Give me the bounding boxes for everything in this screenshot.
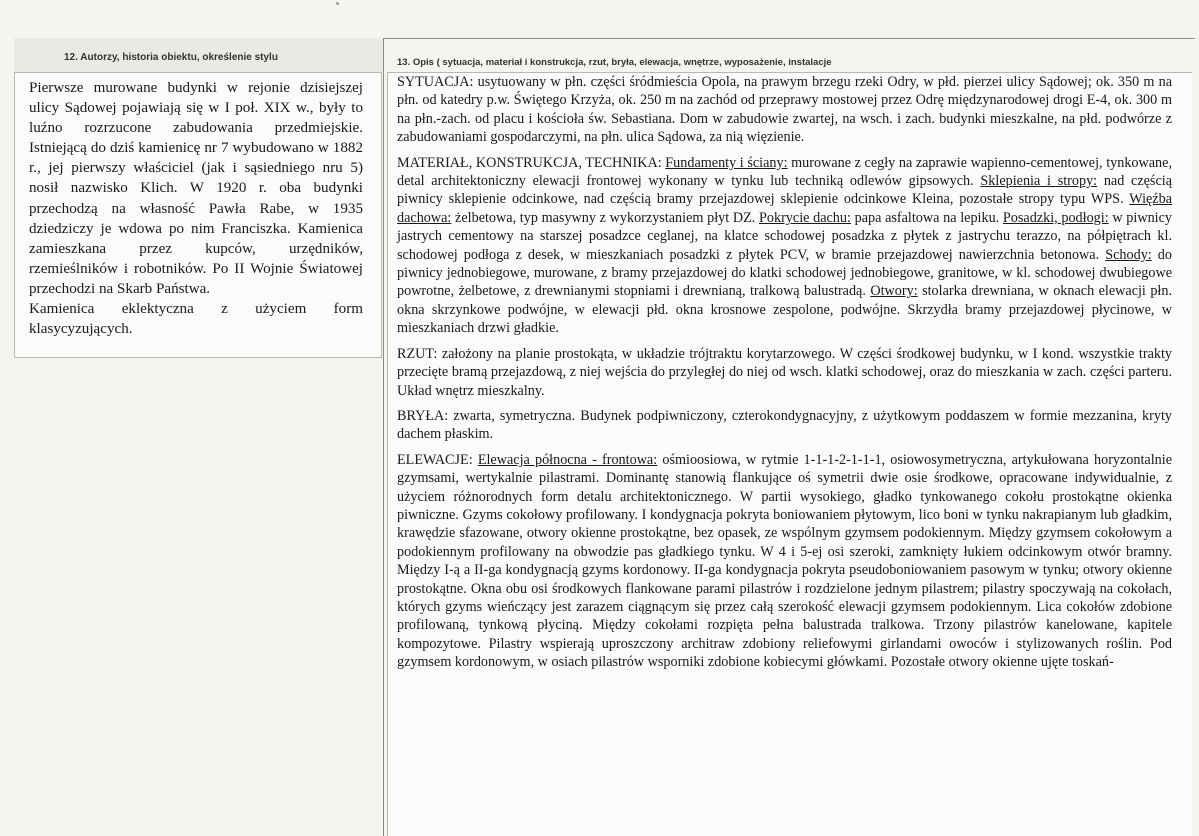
style-paragraph: Kamienica eklektyczna z użyciem form klasycyzujących. (29, 301, 363, 338)
otwory-label: Otwory: (870, 283, 918, 300)
pokrycie-label: Pokrycie dachu: (759, 209, 851, 226)
description-text (397, 73, 1172, 679)
schody-label: Schody: (1105, 246, 1152, 263)
posadzki-label: Posadzki, podłogi: (1002, 209, 1109, 226)
elewacje-paragraph (397, 451, 1172, 672)
history-text (29, 78, 363, 339)
elewacje-text: ośmioosiowa, w rytmie 1-1-1-2-1-1-1, osiowosymetryczna, artykułowana horyzontalnie gzymsami, wertykalnie pilastrami. Dominantę stanowią flankujące oś symetrii dwie osie środkowe, opracowane indywidualnie, z użyciem różnorodnych form detalu architektonicznego. W partii wysokiego, gładko tynkowanego cokołu prostokątne okienka piwniczne. Gzyms cokołowy profilowany. I kondygnacja pokryta boniowaniem płytowym, lico boni w tynku nakrapianym lub gładkim, krawędzie sfazowane, otwory okienne prostokątne, bez opasek, ze wspólnym gzymsem podokiennym. Między gzymsem cokołowym a podokiennym profilowany na obwodzie pas gładkiego tynku. W 4 i 5-ej osi szeroki, zamknięty łukiem odcinkowym otwór bramny. Między I-ą a II-ga kondygnacją gzyms kordonowy. II-ga kondygnacja pokryta pseudoboniowaniem pasowym w tynku; otwory okienne prostokątne. Okna obu osi środkowych flankowane parami pilastrów i rozdzielone jednym pilastrem; pilastry spoczywają na cokołach, których gzyms wieńczący jest zarazem ciągnącym się przez całą szerokość elewacji gzymsem podokiennym. Lica cokołów zdobione profilowaną, tynkową płyciną. Między cokołami rozpięta pełna balustrada tralkowa. Trzony pilastrów kanelowane, kapitele kompozytowe. Pilastry wspierają uproszczony architraw zdobiony reliefowymi girlandami owoców i stylizowanych roślin. Pod gzymsem kordonowym, w osiach pilastrów wsporniki zdobione kobiecymi główkami. Pozostałe otwory okienne ujęte toskań- (397, 451, 1173, 671)
fundamenty-label: Fundamenty i ściany: (665, 154, 788, 171)
rzut-paragraph: RZUT: założony na planie prostokąta, w układzie trójtraktu korytarzowego. W części środkowej budynku, w I kond. wszystkie trakty przecięte bramą przejazdową, z niej wejścia do przyległej do niej od wsch. klatki schodowej, oraz do mieszkania w zach. części parteru. Układ wnętrz mieszkalny. (397, 345, 1172, 399)
section-13-header: 13. Opis ( sytuacja, materiał i konstrukcja, rzut, bryła, elewacja, wnętrze, wyposażenie, instalacje (397, 57, 832, 68)
column-separator (383, 38, 384, 836)
punch-mark (336, 2, 339, 5)
wiezba-label: Więźba dachowa: (397, 191, 1172, 226)
otwory-text: stolarka drewniana, w oknach elewacji płn. okna skrzynkowe podwójne, w elewacji płd. okna krosnowe zespolone, podwójne. Skrzydła bramy przejazdowej płycinowe, w mieszkaniach drzwi gładkie. (397, 283, 1172, 337)
schody-text: do piwnicy jednobiegowe, murowane, z bramy przejazdowej do klatki schodowej jednobiegowe, granitowe, w kl. schodowej dwubiegowe powrotne, żelbetowe, z drewnianymi stopniami i drewnianą, tralkową balustradą. (397, 246, 1172, 300)
sklepienia-text: nad częścią piwnicy sklepienie odcinkowe, nad częścią bramy przejazdowej sklepienie odcinkowe Kleina, pozostałe stropy typu WPS. (397, 173, 1172, 208)
elewacja-polnocna-label: Elewacja północna - frontowa: (477, 451, 658, 468)
posadzki-text: w piwnicy jastrych cementowy na starszej posadzce ceglanej, na klatce schodowej posadzka z płytek z jastrychu terazzo, na półpiętrach kl. schodowej podłoga z desek, w mieszkaniach posadzki z płytek PCV, w bramie przejazdowej nawierzchnia betonowa. (397, 209, 1172, 263)
sytuacja-paragraph: SYTUACJA: usytuowany w płn. części śródmieścia Opola, na prawym brzegu rzeki Odry, w płd. pierzei ulicy Sądowej; ok. 350 m na płn. od katedry p.w. Świętego Krzyża, ok. 250 m na zachód od przeprawy mostowej przez Odrę międzynarodowej drogi E-4, ok. 300 m na płn.-zach. od placu i kościoła św. Sebastiana. Dom w zabudowie zwartej, na wsch. i zach. budynki mieszkalne, na płd. podwórze z zabudowaniami gospodarczymi, na płn. ulica Sądowa, za nią więzienie. (397, 74, 1172, 146)
wiezba-text: żelbetowa, typ masywny z wykorzystaniem płyt DZ. (451, 209, 759, 226)
pokrycie-text: papa asfaltowa na lepiku. (850, 209, 1003, 226)
history-paragraph: Pierwsze murowane budynki w rejonie dzisiejszej ulicy Sądowej pojawiają się w I poł. XIX w., były to luźno rozrzucone zabudowania przedmiejskie. Istniejącą do dziś kamienicę nr 7 wybudowano w 1882 r., jej pierwszy właściciel (jak i sąsiedniego nru 5) nosił nazwisko Klich. W 1920 r. oba budynki przechodzą na własność Pawła Rabe, w 1935 dziedziczy je wdowa po nim Franciszka. Kamienica zamieszkana przez kupców, urzędników, rzemieślników i robotników. Po II Wojnie Światowej przechodzi na Skarb Państwa. (29, 80, 363, 297)
bryla-paragraph: BRYŁA: zwarta, symetryczna. Budynek podpiwniczony, czterokondygnacyjny, z użytkowym poddaszem w formie mezzanina, kryty dachem płaskim. (397, 407, 1172, 443)
material-paragraph (397, 154, 1172, 338)
fundamenty-text: murowane z cegły na zaprawie wapienno-cementowej, tynkowane, detal architektoniczny elewacji frontowej wykonany w tynku lub techniką odlewów gipsowych. (397, 154, 1172, 190)
sklepienia-label: Sklepienia i stropy: (980, 173, 1098, 190)
material-label: MATERIAŁ, KONSTRUKCJA, TECHNIKA: (397, 154, 666, 171)
section-12-header: 12. Autorzy, historia obiektu, określenie stylu (64, 52, 278, 63)
left-header-band (14, 38, 383, 72)
elewacje-label: ELEWACJE: (397, 451, 478, 468)
